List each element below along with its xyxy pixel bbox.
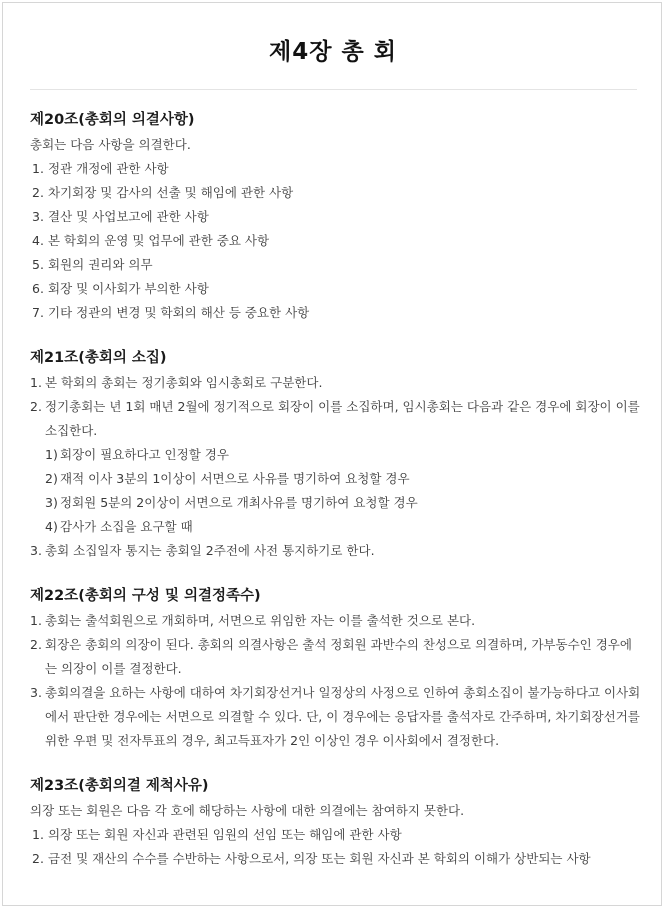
- article-intro: 총회는 다음 사항을 의결한다.: [30, 137, 191, 152]
- list-item: [30, 371, 642, 395]
- title-divider: [30, 89, 637, 90]
- list-item: [30, 823, 642, 847]
- list-item: [30, 681, 642, 753]
- article-heading: 제23조(총회의결 제척사유): [30, 778, 209, 794]
- chapter-title: 제4장 총 회: [269, 39, 397, 65]
- sub-item-number: 1): [45, 447, 58, 462]
- item-text: 회장은 총회의 의장이 된다. 총회의 의결사항은 출석 정회원 과반수의 찬성으로 의결하며, 가부동수인 경우에는 의장이 이를 결정한다.: [45, 637, 632, 676]
- item-number: 2.: [30, 399, 42, 414]
- item-list: [30, 371, 642, 563]
- list-item: [30, 301, 642, 325]
- item-number: 3.: [30, 543, 42, 558]
- item-text: 회장 및 이사회가 부의한 사항: [48, 281, 209, 296]
- item-number: 2.: [32, 185, 44, 200]
- item-number: 3.: [32, 209, 44, 224]
- item-text: 본 학회의 총회는 정기총회와 임시총회로 구분한다.: [45, 375, 323, 390]
- sub-item-text: 회장이 필요하다고 인정할 경우: [60, 447, 229, 462]
- list-item: [30, 539, 642, 563]
- item-list: [30, 609, 642, 753]
- sub-item-number: 3): [45, 495, 58, 510]
- sub-item-text: 감사가 소집을 요구할 때: [60, 519, 193, 534]
- item-number: 2.: [30, 637, 42, 652]
- article-20: [30, 108, 642, 325]
- item-text: 기타 정관의 변경 및 학회의 해산 등 중요한 사항: [48, 305, 310, 320]
- item-number: 1.: [30, 613, 42, 628]
- item-text: 결산 및 사업보고에 관한 사항: [48, 209, 209, 224]
- list-item: [30, 609, 642, 633]
- sub-item-list: [30, 443, 642, 539]
- item-number: 5.: [32, 257, 44, 272]
- sub-list-item: [30, 515, 642, 539]
- list-item: [30, 277, 642, 301]
- article-intro: 의장 또는 회원은 다음 각 호에 해당하는 사항에 대한 의결에는 참여하지 못한다.: [30, 803, 465, 818]
- sub-list-item: [30, 443, 642, 467]
- list-item: [30, 847, 642, 871]
- sub-list-item: [30, 467, 642, 491]
- item-text: 정관 개정에 관한 사항: [48, 161, 169, 176]
- list-item: [30, 205, 642, 229]
- list-item: [30, 633, 642, 681]
- item-text: 회원의 권리와 의무: [48, 257, 153, 272]
- item-list: [30, 823, 642, 871]
- list-item: [30, 395, 642, 539]
- sub-item-text: 재적 이사 3분의 1이상이 서면으로 사유를 명기하여 요청할 경우: [60, 471, 410, 486]
- article-21: [30, 346, 642, 563]
- item-text: 금전 및 재산의 수수를 수반하는 사항으로서, 의장 또는 회원 자신과 본 학회의 이해가 상반되는 사항: [48, 851, 591, 866]
- item-number: 7.: [32, 305, 44, 320]
- article-22: [30, 584, 642, 753]
- item-number: 3.: [30, 685, 42, 700]
- list-item: [30, 253, 642, 277]
- item-list: [30, 157, 642, 325]
- item-text: 총회의결을 요하는 사항에 대하여 차기회장선거나 일정상의 사정으로 인하여 총회소집이 불가능하다고 이사회에서 판단한 경우에는 서면으로 의결할 수 있다. 단, 이 경우에는 응답자를 출석자로 간주하며, 차기회장선거를 위한 우편 및 전자투표의 경우, 최고득표자가 2인 이상인 경우 이사회에서 결정한다.: [45, 685, 641, 748]
- list-item: [30, 229, 642, 253]
- article-heading: 제21조(총회의 소집): [30, 350, 167, 366]
- article-23: [30, 774, 642, 871]
- list-item: [30, 157, 642, 181]
- item-text: 본 학회의 운영 및 업무에 관한 중요 사항: [48, 233, 270, 248]
- article-heading: 제20조(총회의 의결사항): [30, 112, 195, 128]
- item-number: 1.: [30, 375, 42, 390]
- item-text: 정기총회는 년 1회 매년 2월에 정기적으로 회장이 이를 소집하며, 임시총회는 다음과 같은 경우에 회장이 이를 소집한다.: [45, 399, 640, 438]
- item-number: 2.: [32, 851, 44, 866]
- item-number: 4.: [32, 233, 44, 248]
- document-body: [30, 108, 642, 892]
- sub-list-item: [30, 491, 642, 515]
- sub-item-text: 정회원 5분의 2이상이 서면으로 개최사유를 명기하여 요청할 경우: [60, 495, 418, 510]
- list-item: [30, 181, 642, 205]
- article-heading: 제22조(총회의 구성 및 의결정족수): [30, 588, 261, 604]
- item-text: 총회 소집일자 통지는 총회일 2주전에 사전 통지하기로 한다.: [45, 543, 375, 558]
- item-number: 6.: [32, 281, 44, 296]
- item-text: 차기회장 및 감사의 선출 및 해임에 관한 사항: [48, 185, 294, 200]
- item-number: 1.: [32, 161, 44, 176]
- item-text: 의장 또는 회원 자신과 관련된 임원의 선임 또는 해임에 관한 사항: [48, 827, 402, 842]
- sub-item-number: 4): [45, 519, 58, 534]
- sub-item-number: 2): [45, 471, 58, 486]
- item-number: 1.: [32, 827, 44, 842]
- item-text: 총회는 출석회원으로 개회하며, 서면으로 위임한 자는 이를 출석한 것으로 본다.: [45, 613, 476, 628]
